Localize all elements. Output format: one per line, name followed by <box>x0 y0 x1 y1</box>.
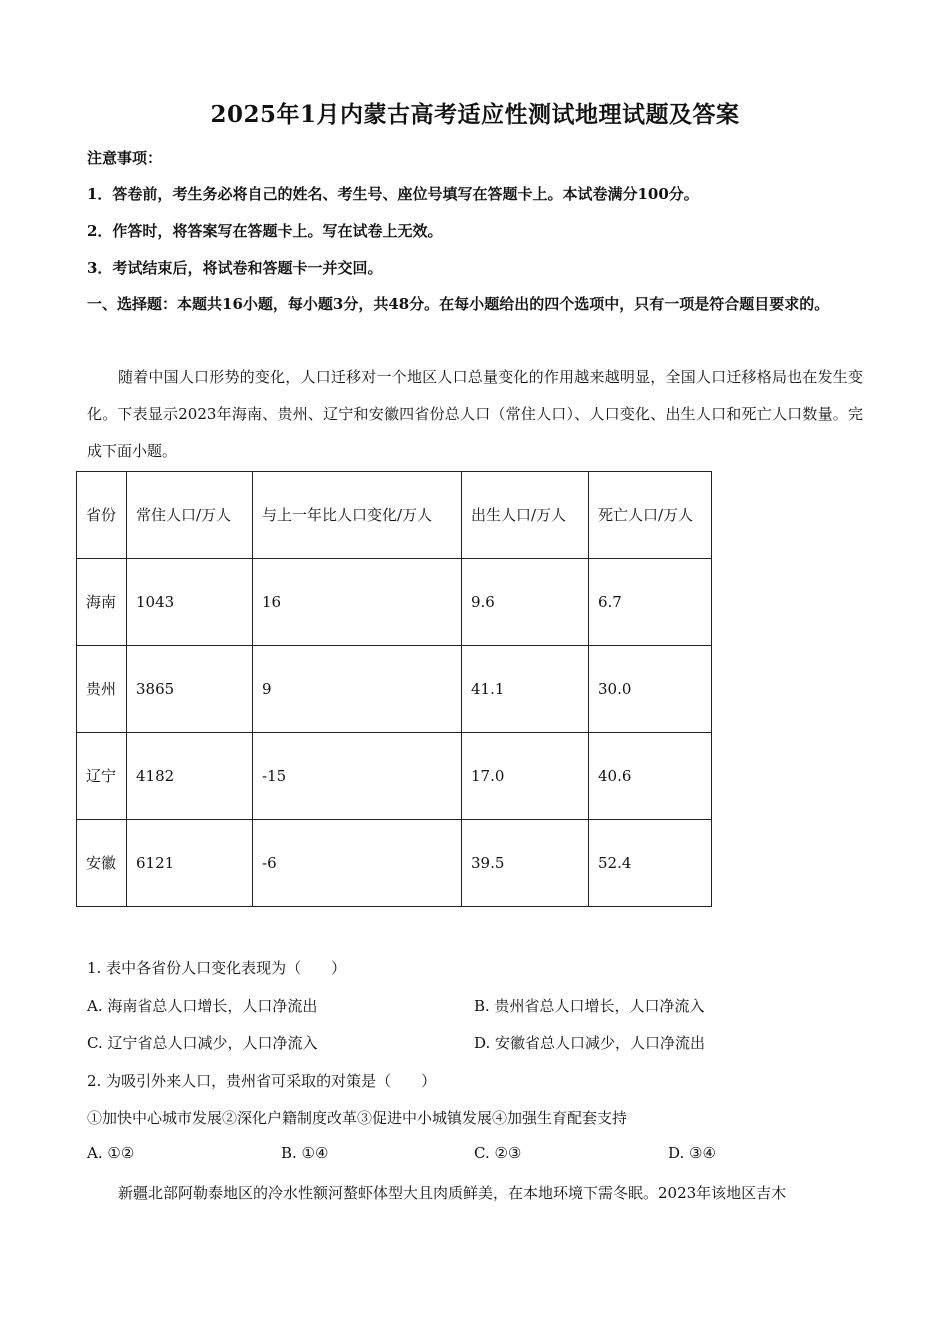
table-header-cell: 出生人口/万人 <box>462 472 589 559</box>
population-table <box>76 471 712 907</box>
question-1-stem: 1. 表中各省份人口变化表现为（ ） <box>87 959 347 977</box>
table-cell: 40.6 <box>589 733 712 820</box>
notice-item-1: 1．答卷前，考生务必将自己的姓名、考生号、座位号填写在答题卡上。本试卷满分100分。 <box>87 185 699 203</box>
notice-item-3: 3．考试结束后，将试卷和答题卡一并交回。 <box>87 259 383 277</box>
question-1-option-b: B. 贵州省总人口增长，人口净流入 <box>474 997 705 1015</box>
table-cell: 52.4 <box>589 820 712 907</box>
section-heading: 一、选择题：本题共16小题，每小题3分，共48分。在每小题给出的四个选项中，只有一项是符合题目要求的。 <box>87 295 830 313</box>
page-title: 2025年1月内蒙古高考适应性测试地理试题及答案 <box>210 101 740 128</box>
table-cell: 9.6 <box>462 559 589 646</box>
table-header-row <box>77 472 712 559</box>
table-header-cell: 死亡人口/万人 <box>589 472 712 559</box>
table-header-cell: 常住人口/万人 <box>127 472 253 559</box>
intro-paragraph: 随着中国人口形势的变化，人口迁移对一个地区人口总量变化的作用越来越明显，全国人口迁移格局也在发生变化。下表显示2023年海南、贵州、辽宁和安徽四省份总人口（常住人口）、人口变化、出生人口和死亡人口数量。完成下面小题。 <box>87 368 863 460</box>
table-cell: 3865 <box>127 646 253 733</box>
table-cell: 9 <box>253 646 462 733</box>
table-cell: 17.0 <box>462 733 589 820</box>
table-cell: 1043 <box>127 559 253 646</box>
question-2-option-d: D. ③④ <box>668 1144 716 1162</box>
table-cell: 4182 <box>127 733 253 820</box>
table-row <box>77 733 712 820</box>
question-2-stem: 2. 为吸引外来人口，贵州省可采取的对策是（ ） <box>87 1072 437 1090</box>
question-2-option-c: C. ②③ <box>474 1144 522 1162</box>
table-cell: 贵州 <box>77 646 127 733</box>
table-cell: 6121 <box>127 820 253 907</box>
table-cell: 海南 <box>77 559 127 646</box>
table-cell: 30.0 <box>589 646 712 733</box>
table-row <box>77 820 712 907</box>
question-2-statements: ①加快中心城市发展②深化户籍制度改革③促进中小城镇发展④加强生育配套支持 <box>87 1109 628 1127</box>
table-row <box>77 646 712 733</box>
table-header-cell: 省份 <box>77 472 127 559</box>
table-cell: 安徽 <box>77 820 127 907</box>
table-cell: 41.1 <box>462 646 589 733</box>
next-passage: 新疆北部阿勒泰地区的冷水性额河螯虾体型大且肉质鲜美，在本地环境下需冬眠。2023年该地区吉木 <box>118 1184 787 1202</box>
notice-item-2: 2．作答时，将答案写在答题卡上。写在试卷上无效。 <box>87 222 443 240</box>
table-cell: 39.5 <box>462 820 589 907</box>
table-cell: -15 <box>253 733 462 820</box>
table-cell: -6 <box>253 820 462 907</box>
table-cell: 6.7 <box>589 559 712 646</box>
question-2-option-a: A. ①② <box>87 1144 135 1162</box>
table-row <box>77 559 712 646</box>
question-2-option-b: B. ①④ <box>281 1144 329 1162</box>
table-cell: 16 <box>253 559 462 646</box>
table-cell: 辽宁 <box>77 733 127 820</box>
question-1-option-c: C. 辽宁省总人口减少，人口净流入 <box>87 1034 318 1052</box>
table-header-cell: 与上一年比人口变化/万人 <box>253 472 462 559</box>
question-1-option-a: A. 海南省总人口增长，人口净流出 <box>87 997 318 1015</box>
question-1-option-d: D. 安徽省总人口减少，人口净流出 <box>474 1034 706 1052</box>
notice-heading: 注意事项： <box>87 149 163 167</box>
